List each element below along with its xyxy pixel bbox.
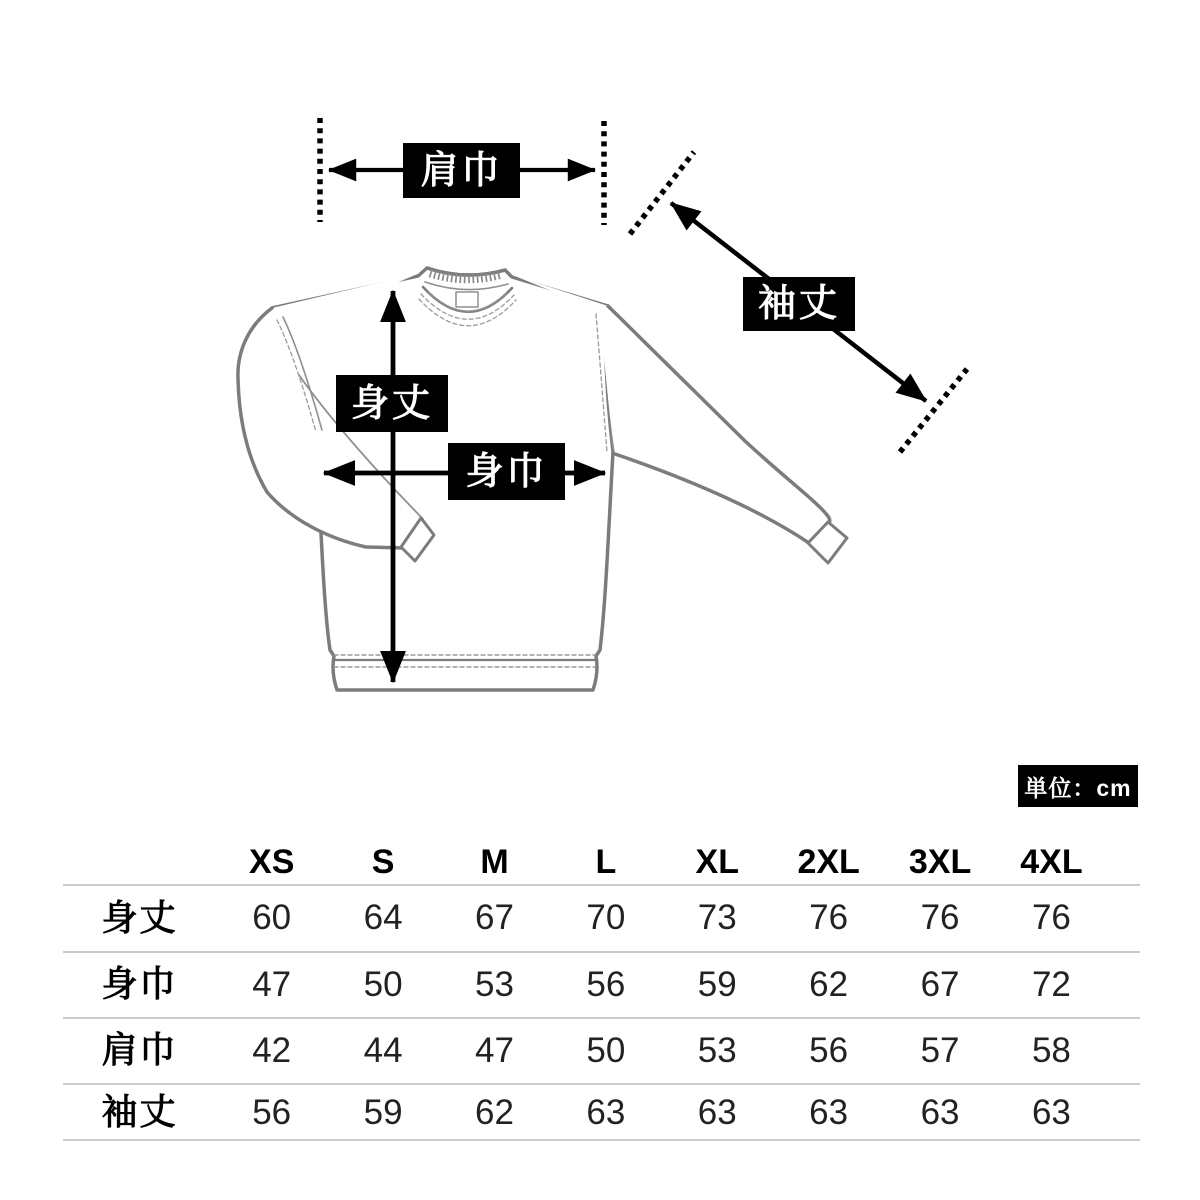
size-value-cell: 53 (475, 964, 514, 1004)
size-value-cell: 44 (363, 1030, 403, 1070)
size-column-header: XS (249, 843, 295, 881)
size-column-header: L (595, 843, 617, 881)
size-table (63, 840, 1140, 1150)
size-value-cell: 47 (475, 1030, 514, 1070)
size-value-cell: 50 (363, 964, 403, 1004)
size-value-cell: 70 (586, 898, 626, 937)
size-value-cell: 47 (252, 964, 292, 1004)
size-value-cell: 42 (252, 1030, 292, 1070)
measurement-row-label: 身丈 (101, 896, 178, 938)
sleeve-length-label: 袖丈 (743, 277, 855, 331)
size-value-cell: 62 (809, 964, 849, 1004)
size-value-cell: 73 (697, 898, 737, 937)
size-value-cell: 57 (920, 1030, 960, 1070)
measurement-row-label: 袖丈 (101, 1091, 178, 1132)
table-separator-line (63, 1083, 1140, 1085)
size-value-cell: 63 (586, 1092, 626, 1132)
measurement-row-label: 身巾 (101, 963, 178, 1004)
size-value-cell: 72 (1031, 964, 1071, 1004)
size-table-corner-cell (63, 840, 216, 884)
size-value-cell: 53 (697, 1030, 737, 1070)
table-separator-line (63, 951, 1140, 953)
table-separator-line (63, 1017, 1140, 1019)
body-width-label: 身巾 (448, 443, 565, 500)
size-value-cell: 67 (920, 964, 960, 1004)
table-separator-line (63, 884, 1140, 886)
size-column-header: XL (695, 843, 739, 881)
size-value-cell: 63 (697, 1092, 737, 1132)
size-value-cell: 56 (252, 1092, 292, 1132)
size-value-cell: 56 (809, 1030, 849, 1070)
size-value-cell: 56 (586, 964, 626, 1004)
size-value-cell: 59 (697, 964, 737, 1004)
body-length-label: 身丈 (336, 375, 448, 432)
size-column-header: 3XL (908, 843, 972, 881)
size-value-cell: 62 (475, 1092, 514, 1132)
size-value-cell: 63 (809, 1092, 849, 1132)
size-value-cell: 76 (920, 898, 960, 937)
size-value-cell: 59 (363, 1092, 403, 1132)
unit-badge: 単位：cm (1018, 765, 1138, 807)
size-column-header: 4XL (1020, 843, 1083, 881)
size-value-cell: 50 (586, 1030, 626, 1070)
size-value-cell: 63 (1031, 1092, 1071, 1132)
size-column-header: S (371, 843, 395, 881)
size-column-header: 2XL (797, 843, 860, 881)
measurement-row-label: 肩巾 (101, 1029, 178, 1070)
size-value-cell: 60 (252, 898, 292, 937)
size-value-cell: 76 (1031, 898, 1071, 937)
size-column-header: M (480, 843, 509, 881)
size-value-cell: 63 (920, 1092, 960, 1132)
size-value-cell: 58 (1031, 1030, 1071, 1070)
size-value-cell: 76 (809, 898, 849, 937)
size-value-cell: 67 (475, 898, 514, 937)
shoulder-width-label: 肩巾 (403, 143, 520, 198)
table-separator-line (63, 1139, 1140, 1141)
size-value-cell: 64 (363, 898, 403, 937)
